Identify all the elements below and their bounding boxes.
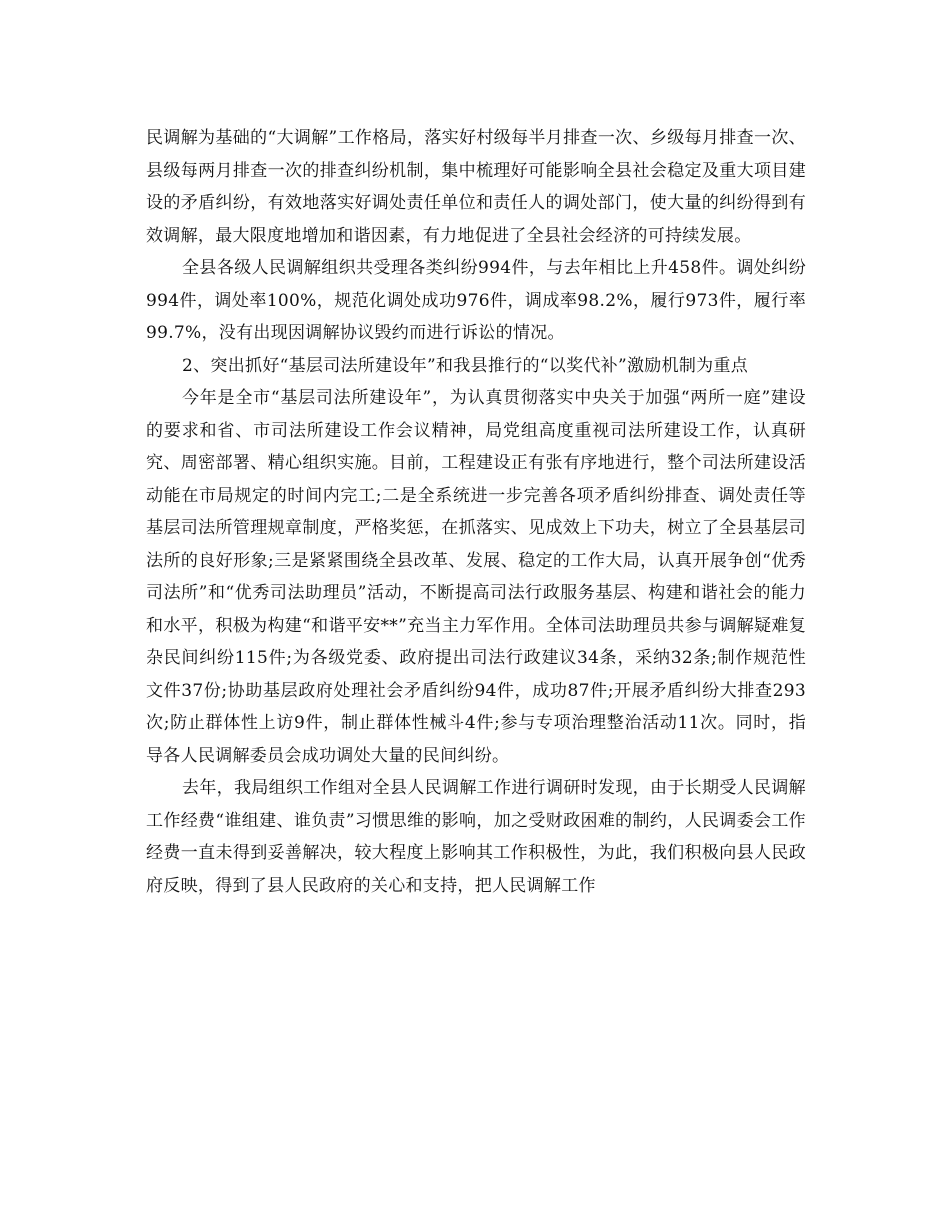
paragraph-1: 民调解为基础的“大调解”工作格局，落实好村级每半月排查一次、乡级每月排查一次、县级每两月排查一次的排查纠纷机制，集中梳理好可能影响全县社会稳定及重大项目建设的矛盾纠纷，有效地落实好调处责任单位和责任人的调处部门，使大量的纠纷得到有效调解，最大限度地增加和谐因素，有力地促进了全县社会经济的可持续发展。 [146,128,806,246]
paragraph-3: 今年是全市“基层司法所建设年”，为认真贯彻落实中央关于加强“两所一庭”建设的要求和省、市司法所建设工作会议精神，局党组高度重视司法所建设工作，认真研究、周密部署、精心组织实施。目前，工程建设正有张有序地进行，整个司法所建设活动能在市局规定的时间内完工;二是全系统进一步完善各项矛盾纠纷排查、调处责任等基层司法所管理规章制度，严格奖惩，在抓落实、见成效上下功夫，树立了全县基层司法所的良好形象;三是紧紧围绕全县改革、发展、稳定的工作大局，认真开展争创“优秀司法所”和“优秀司法助理员”活动，不断提高司法行政服务基层、构建和谐社会的能力和水平，积极为构建“和谐平安**”充当主力军作用。全体司法助理员共参与调解疑难复杂民间纠纷115件;为各级党委、政府提出司法行政建议34条，采纳32条;制作规范性文件37份;协助基层政府处理社会矛盾纠纷94件，成功87件;开展矛盾纠纷大排查293次;防止群体性上访9件，制止群体性械斗4件;参与专项治理整治活动11次。同时，指导各人民调解委员会成功调处大量的民间纠纷。 [146,388,806,766]
paragraph-2: 全县各级人民调解组织共受理各类纠纷994件，与去年相比上升458件。调处纠纷994件，调处率100%，规范化调处成功976件，调成率98.2%，履行973件，履行率99.7%，没有出现因调解协议毁约而进行诉讼的情况。 [146,258,806,343]
section-heading-2: 2、突出抓好“基层司法所建设年”和我县推行的“以奖代补”激励机制为重点 [182,355,749,376]
document-body [146,122,806,902]
paragraph-4: 去年，我局组织工作组对全县人民调解工作进行调研时发现，由于长期受人民调解工作经费“谁组建、谁负责”习惯思维的影响，加之受财政困难的制约，人民调委会工作经费一直未得到妥善解决，较大程度上影响其工作积极性，为此，我们积极向县人民政府反映，得到了县人民政府的关心和支持，把人民调解工作 [146,778,806,896]
